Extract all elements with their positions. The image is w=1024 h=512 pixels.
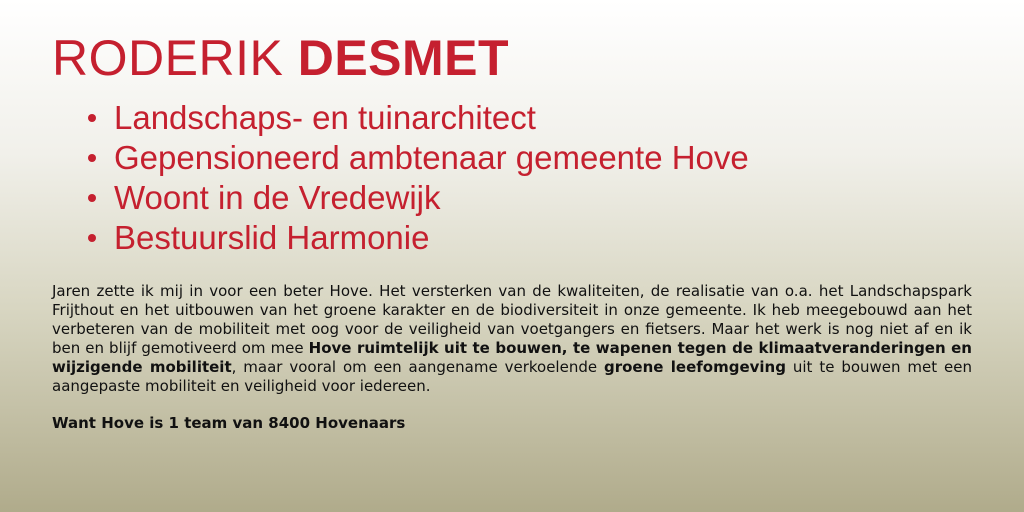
bullet-item: [88, 138, 749, 178]
bullet-text: Gepensioneerd ambtenaar gemeente Hove: [114, 139, 749, 176]
bio-text-1: Jaren zette ik mij in voor een beter Hove. Het versterken van de kwaliteiten, de realisatie van o.a. het Landschapspark Frijthout en het uitbouwen van het groene karakter en de biodiversiteit in onze gemeente. Ik heb meegebouwd aan het verbeteren van de mobiliteit met oog voor de veiligheid van voetgangers en fietsers. Maar het werk is nog niet af en ik ben en blijf gemotiveerd om mee: [52, 282, 972, 357]
bio-text-3: uit te bouwen met een aangepaste mobiliteit en veiligheid voor iedereen.: [52, 358, 972, 395]
bio-highlight-1: Hove ruimtelijk uit te bouwen, te wapenen tegen de klimaatveranderingen en wijzigende mobiliteit: [52, 339, 972, 376]
bullet-text: Bestuurslid Harmonie: [114, 219, 430, 256]
last-name: DESMET: [297, 30, 510, 86]
bullet-item: [88, 218, 749, 258]
bullet-dot-icon: [88, 194, 96, 202]
bio-highlight-2: groene leefomgeving: [603, 358, 786, 376]
bullet-dot-icon: [88, 114, 96, 122]
candidate-name: [52, 26, 509, 90]
bio-text-2: , maar vooral om een aangename verkoelende: [231, 358, 604, 376]
bullet-dot-icon: [88, 234, 96, 242]
profile-bullets: [88, 98, 749, 258]
bullet-dot-icon: [88, 154, 96, 162]
bullet-text: Woont in de Vredewijk: [114, 179, 441, 216]
bullet-item: [88, 98, 749, 138]
first-name: RODERIK: [52, 30, 284, 86]
bio-paragraph: [52, 282, 972, 396]
bullet-text: Landschaps- en tuinarchitect: [114, 99, 536, 136]
closing-slogan: Want Hove is 1 team van 8400 Hovenaars: [52, 414, 406, 432]
bullet-item: [88, 178, 749, 218]
